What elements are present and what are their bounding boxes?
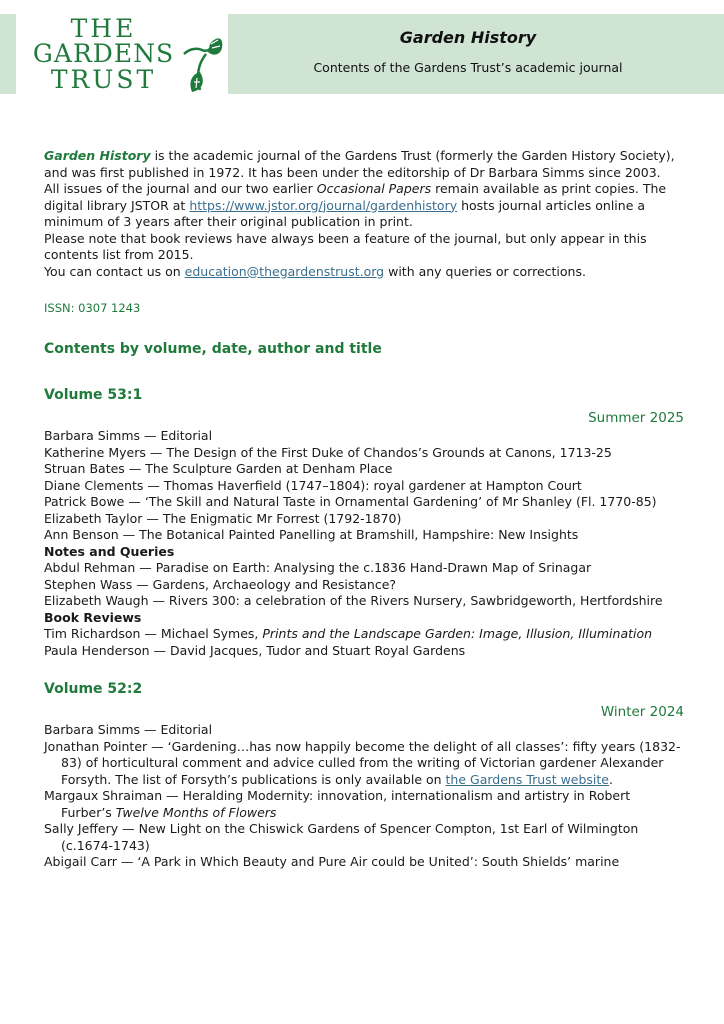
article-entry (44, 788, 684, 821)
note-entry: Elizabeth Waugh — Rivers 300: a celebration of the Rivers Nursery, Sawbridgeworth, Hertfordshire (44, 593, 663, 608)
note-entry: Stephen Wass — Gardens, Archaeology and Resistance? (44, 576, 397, 592)
logo-text-gardens: GARDENS (32, 39, 175, 68)
logo-text-the: THE (70, 14, 137, 43)
occasional-papers: Occasional Papers (316, 181, 432, 196)
review-text: Tim Richardson — Michael Symes, (44, 626, 263, 641)
journal-name: Garden History (44, 148, 151, 163)
logo-text-trust: TRUST (50, 65, 157, 94)
article-text: Margaux Shraiman — Heralding Modernity: innovation, internationalism and artistry in Robert Furber’s (44, 788, 631, 820)
intro-text: remain available as print copies. The digital library JSTOR at (44, 181, 667, 213)
intro-paragraph-1 (44, 148, 684, 181)
intro-text: is the academic journal of the Gardens Trust (formerly the Garden History Society), and was first published in 1972. It has been under the editorship of Dr Barbara Simms since 2003. (44, 148, 675, 180)
intro-text: All issues of the journal and our two earlier (44, 181, 317, 196)
article-entry: Abigail Carr — ‘A Park in Which Beauty and Pure Air could be United’: South Shields’ marine (44, 854, 620, 869)
intro-text: with any queries or corrections. (384, 263, 586, 279)
article-entry: Barbara Simms — Editorial (44, 722, 213, 737)
gardens-trust-logo (16, 14, 228, 94)
intro-text: hosts journal articles online a minimum of 3 years after their original publication in print. (44, 197, 646, 229)
book-title: Twelve Months of Flowers (115, 804, 277, 820)
contents-heading: Contents by volume, date, author and title (44, 340, 382, 357)
page-subtitle: Contents of the Gardens Trust’s academic journal (313, 60, 623, 75)
article-entry: Patrick Bowe — ‘The Skill and Natural Taste in Ornamental Gardening’ of Mr Shanley (Fl. 1770-85) (44, 494, 657, 509)
review-entry (44, 626, 684, 643)
article-entry: Diane Clements — Thomas Haverfield (1747–1804): royal gardener at Hampton Court (44, 477, 582, 493)
volume-date: Winter 2024 (600, 703, 684, 720)
article-entry: Katherine Myers — The Design of the First Duke of Chandos’s Grounds at Canons, 1713-25 (44, 444, 612, 460)
volume-date: Summer 2025 (588, 409, 684, 426)
reviews-heading: Book Reviews (44, 609, 142, 625)
article-text: Jonathan Pointer — ‘Gardening…has now happily become the delight of all classes’: fifty years (1832-83) of horticultural comment and advice culled from the writing of Victorian gardener Alexander Forsyth. The list of Forsyth’s publications is only available on (44, 738, 681, 787)
article-entry (44, 739, 684, 789)
notes-heading: Notes and Queries (44, 543, 175, 559)
email-link[interactable]: education@thegardenstrust.org (184, 263, 385, 279)
page-header (0, 14, 724, 94)
gardens-trust-website-link[interactable]: the Gardens Trust website (445, 771, 609, 787)
book-title: Prints and the Landscape Garden: Image, Illusion, Illumination (262, 626, 653, 641)
intro-paragraph-4 (44, 264, 684, 281)
main-content (44, 148, 684, 871)
article-entry: Ann Benson — The Botanical Painted Panelling at Bramshill, Hampshire: New Insights (44, 527, 579, 542)
article-entry: Elizabeth Taylor — The Enigmatic Mr Forrest (1792-1870) (44, 510, 402, 526)
review-entry: Paula Henderson — David Jacques, Tudor and Stuart Royal Gardens (44, 642, 466, 658)
page-title: Garden History (399, 28, 537, 47)
intro-paragraph-2 (44, 181, 684, 231)
intro-paragraph-3: Please note that book reviews have always been a feature of the journal, but only appear in this contents list from 2015. (44, 230, 647, 262)
article-text: . (609, 771, 613, 787)
article-entry: Barbara Simms — Editorial (44, 428, 213, 443)
jstor-link[interactable]: https://www.jstor.org/journal/gardenhistory (189, 197, 458, 213)
leaf-icon (176, 20, 226, 96)
note-entry: Abdul Rehman — Paradise on Earth: Analysing the c.1836 Hand-Drawn Map of Srinagar (44, 560, 592, 575)
article-entry: Struan Bates — The Sculpture Garden at Denham Place (44, 461, 393, 476)
intro-text: You can contact us on (44, 263, 185, 279)
volume-title: Volume 52:2 (44, 681, 143, 697)
article-entry: Sally Jeffery — New Light on the Chiswick Gardens of Spencer Compton, 1st Earl of Wilmington (c.1674-1743) (44, 821, 639, 853)
volume-title: Volume 53:1 (44, 387, 143, 403)
issn-number: ISSN: 0307 1243 (44, 301, 141, 315)
